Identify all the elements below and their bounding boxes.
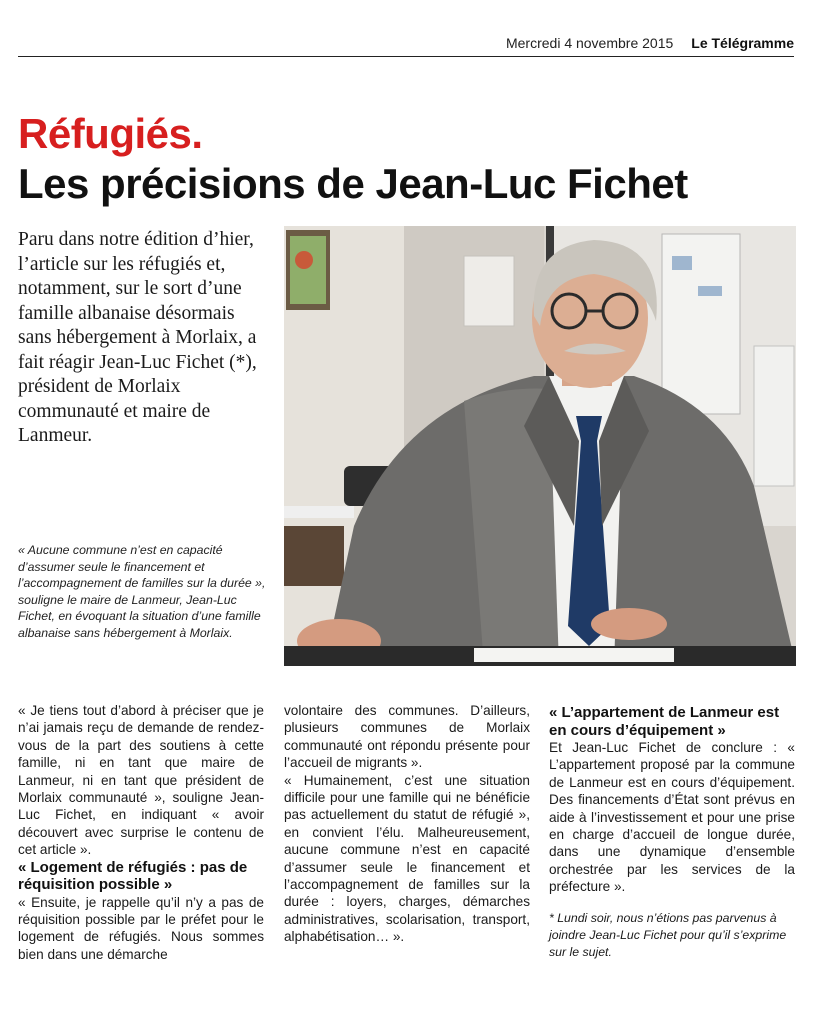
paragraph: Et Jean-Luc Fichet de conclure : « L’appartement proposé par la commune de Lanmeur est en cours d’équipement. Des financements d’État sont prévus en aide à l’investissement et pour une prise en charge d’accueil de longue durée, dans une dynamique d’ensemble orchestrée par les services de la préfecture ». [549,740,795,895]
article-column-3 [549,704,795,961]
paragraph: « Je tiens tout d’abord à préciser que je n’ai jamais reçu de demande de rendez-vous de la part des soutiens à cette famille, ni en tant que maire de Lanmeur, ni en tant que président de Morlaix communauté », souligne Jean-Luc Fichet, en indiquant « avoir découvert avec surprise le contenu de cet article ». [18,703,264,858]
footnote: * Lundi soir, nous n’étions pas parvenus à joindre Jean-Luc Fichet pour qu’il s’exprime sur le sujet. [549,910,787,959]
article-column-1 [18,702,264,963]
photo-caption: « Aucune commune n’est en capacité d’assumer seule le financement et l’accompagnement de familles sur la durée », souligne le maire de Lanmeur, Jean-Luc Fichet, en évoquant la situation d’une famille albanaise sans hébergement à Morlaix. [18,543,266,640]
paragraph: « Humainement, c’est une situation difficile pour une famille qui ne bénéficie pas actuellement du statut de réfugié », en convient l’élu. Malheureusement, aucune commune n’est en capacité d’assumer seule le financement et l’accompagnement de familles sur la durée : loyers, charges, démarches administratives, scolarisation, transport, alphabétisation… ». [284,772,530,945]
page-header [18,30,794,57]
article-lead: Paru dans notre édition d’hier, l’article sur les réfugiés et, notamment, sur le sort d’une famille albanaise désormais sans hébergement à Morlaix, a fait réagir Jean-Luc Fichet (*), président de Morlaix communauté et maire de Lanmeur. [18,229,257,446]
portrait-illustration [284,226,796,666]
article-photo [284,226,796,666]
paragraph: « Ensuite, je rappelle qu’il n’y a pas de réquisition possible par le préfet pour le logement de réfugiés. Nous sommes bien dans une démarche [18,894,264,962]
article-headline: Les précisions de Jean-Luc Fichet [18,160,688,207]
issue-date: Mercredi 4 novembre 2015 [505,35,674,51]
subheading: « Logement de réfugiés : pas de réquisition possible » [18,858,248,894]
subheading: « L’appartement de Lanmeur est en cours d’équipement » [549,704,780,739]
article-kicker: Réfugiés. [18,110,203,157]
article-column-2 [284,702,530,946]
newspaper-name: Le Télégramme [691,35,794,51]
paragraph: volontaire des communes. D’ailleurs, plusieurs communes de Morlaix communauté ont répondu présente pour l’accueil de migrants ». [284,703,530,771]
